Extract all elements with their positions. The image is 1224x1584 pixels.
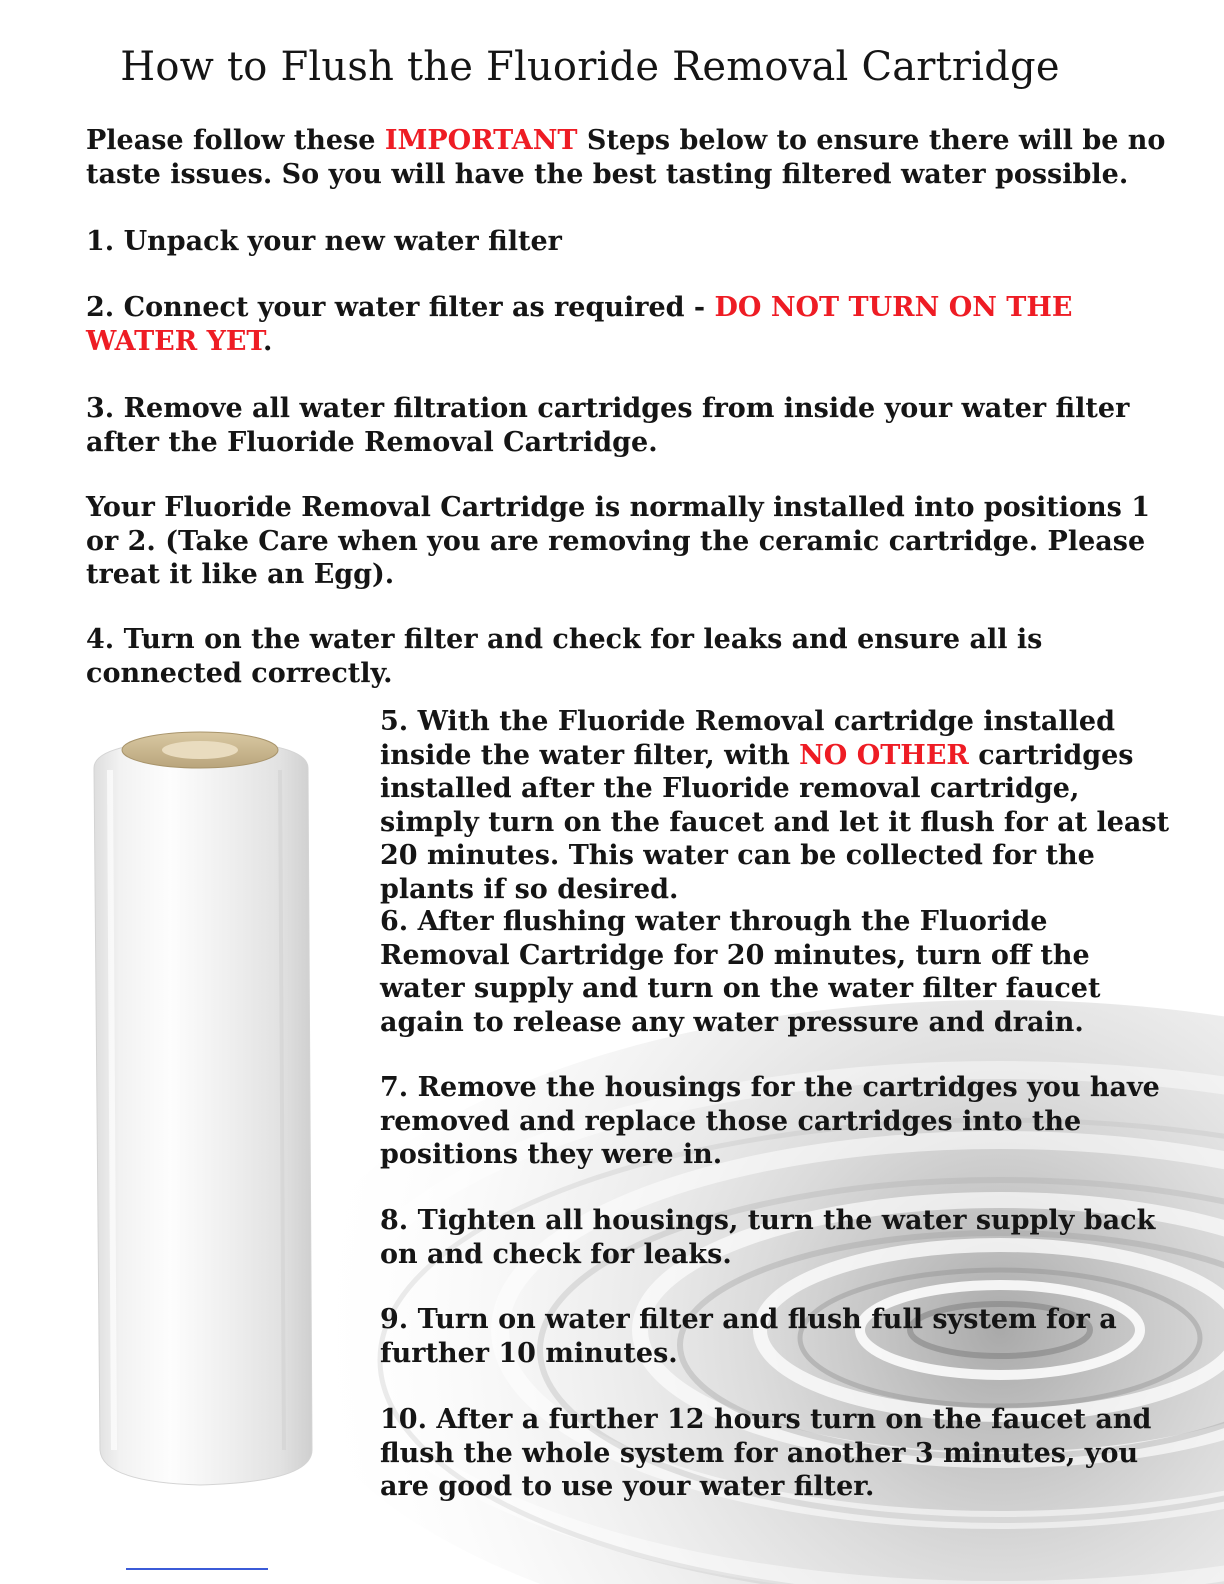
position-note: Your Fluoride Removal Cartridge is normally installed into positions 1 or 2. (Take Care when you are removing the ceramic cartridge. Please treat it like an Egg). [86,492,1151,590]
step-2-warning: DO NOT TURN ON THE WATER YET [86,292,1073,357]
step-5-highlight: NO OTHER [799,739,969,771]
step-1: 1. Unpack your new water filter [86,226,562,257]
step-7: 7. Remove the housings for the cartridges you have removed and replace those cartridges into the positions they were in. [380,1072,1160,1170]
page-title: How to Flush the Fluoride Removal Cartridge [120,44,1060,90]
intro-text-before: Please follow these [86,125,385,156]
white-filter-cartridge-image [80,730,320,1500]
step-8: 8. Tighten all housings, turn the water supply back on and check for leaks. [380,1205,1156,1270]
step-2-period: . [263,325,273,357]
step-9: 9. Turn on water filter and flush full system for a further 10 minutes. [380,1304,1117,1369]
step-10: 10. After a further 12 hours turn on the faucet and flush the whole system for another 3 minutes, you are good to use your water filter. [380,1404,1152,1502]
step-4: 4. Turn on the water filter and check for leaks and ensure all is connected correctly. [86,624,1043,689]
step-2 [86,291,1176,358]
step-5 [380,705,1180,906]
intro-text-after: Steps below to ensure there will be no taste issues. So you will have the best tasting filtered water possible. [86,125,1166,190]
intro-paragraph [86,124,1176,191]
important-highlight: IMPORTANT [384,125,578,156]
step-5-text-after: cartridges installed after the Fluoride removal cartridge, simply turn on the faucet and let it flush for at least 20 minutes. This water can be collected for the plants if so desired. [380,739,1170,905]
step-2-text: 2. Connect your water filter as required - [86,292,715,323]
step-5-text-before: 5. With the Fluoride Removal cartridge installed inside the water filter, with [380,706,1115,771]
step-6: 6. After flushing water through the Fluoride Removal Cartridge for 20 minutes, turn off the water supply and turn on the water filter faucet again to release any water pressure and drain. [380,906,1101,1038]
footer-link-underline[interactable] [126,1568,268,1570]
step-3: 3. Remove all water filtration cartridges from inside your water filter after the Fluoride Removal Cartridge. [86,393,1130,458]
